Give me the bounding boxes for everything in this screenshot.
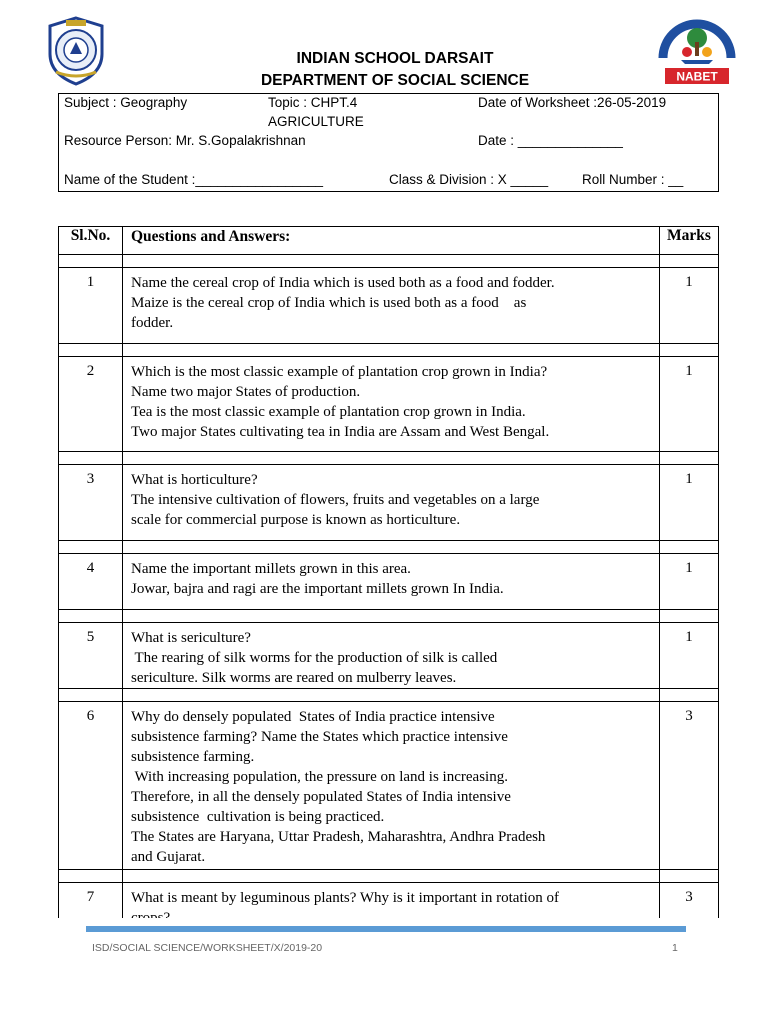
- qa-line: subsistence cultivation is being practiced.: [131, 809, 385, 825]
- question-answer-cell: [123, 623, 660, 689]
- row-marks: 1: [660, 554, 719, 610]
- question-answer-cell: [123, 702, 660, 870]
- resource-person: Resource Person: Mr. S.Gopalakrishnan: [64, 133, 306, 148]
- row-marks: 1: [660, 268, 719, 344]
- subject-label: Subject : Geography: [64, 95, 188, 110]
- page-number: 1: [672, 942, 678, 954]
- qa-line: subsistence farming? Name the States which practice intensive: [131, 729, 508, 745]
- question-answer-cell: [123, 465, 660, 541]
- table-header-row: [59, 227, 719, 255]
- qa-line: Name the cereal crop of India which is used both as a food and fodder.: [131, 275, 555, 291]
- table-spacer-row: [59, 610, 719, 623]
- col-header-questions: Questions and Answers:: [123, 227, 660, 255]
- qa-line: The States are Haryana, Uttar Pradesh, Maharashtra, Andhra Pradesh: [131, 829, 546, 845]
- col-header-marks: Marks: [660, 227, 719, 255]
- table-row: [59, 465, 719, 541]
- table-spacer-row: [59, 452, 719, 465]
- school-name: INDIAN SCHOOL DARSAIT: [296, 50, 494, 67]
- qa-line: Why do densely populated States of India practice intensive: [131, 709, 495, 725]
- table-row: [59, 702, 719, 870]
- qa-line: What is meant by leguminous plants? Why is it important in rotation of: [131, 890, 559, 906]
- qa-line: subsistence farming.: [131, 749, 255, 765]
- qa-line: Which is the most classic example of plantation crop grown in India?: [131, 364, 548, 380]
- table-spacer-row: [59, 344, 719, 357]
- topic-label: Topic : CHPT.4: [268, 95, 358, 110]
- qa-line: Therefore, in all the densely populated States of India intensive: [131, 789, 511, 805]
- department-name: DEPARTMENT OF SOCIAL SCIENCE: [260, 72, 530, 89]
- row-number: 6: [59, 702, 123, 870]
- table-row: [59, 268, 719, 344]
- row-marks: 1: [660, 623, 719, 689]
- qa-line: What is horticulture?: [131, 472, 258, 488]
- row-number: 1: [59, 268, 123, 344]
- qa-line: Two major States cultivating tea in India are Assam and West Bengal.: [131, 424, 550, 440]
- question-answer-cell: [123, 357, 660, 452]
- qa-line: Name two major States of production.: [131, 384, 361, 400]
- row-number: 7: [59, 883, 123, 983]
- row-number: 2: [59, 357, 123, 452]
- page-bottom-margin: [0, 918, 770, 1024]
- row-number: 5: [59, 623, 123, 689]
- class-division-field: Class & Division : X _____: [389, 172, 549, 187]
- qa-line: and Gujarat.: [131, 849, 206, 865]
- row-marks: 1: [660, 465, 719, 541]
- qa-line: Name the important millets grown in this area.: [131, 561, 411, 577]
- col-header-slno: Sl.No.: [59, 227, 123, 255]
- date-field: Date : ______________: [478, 133, 623, 148]
- worksheet-date: Date of Worksheet :26-05-2019: [478, 95, 667, 110]
- footer-divider-bar: [86, 926, 686, 932]
- questions-table: [58, 226, 719, 983]
- row-marks: 1: [660, 357, 719, 452]
- qa-line: fodder.: [131, 315, 174, 331]
- row-number: 3: [59, 465, 123, 541]
- row-marks: 3: [660, 883, 719, 983]
- table-row: [59, 357, 719, 452]
- nabet-banner-text: NABET: [676, 69, 718, 84]
- qa-line: sericulture. Silk worms are reared on mulberry leaves.: [131, 670, 457, 686]
- qa-line: The rearing of silk worms for the production of silk is called: [131, 650, 498, 666]
- table-spacer-row: [59, 255, 719, 268]
- row-number: 4: [59, 554, 123, 610]
- footer-text: ISD/SOCIAL SCIENCE/WORKSHEET/X/2019-20: [92, 942, 323, 954]
- qa-line: Jowar, bajra and ragi are the important millets grown In India.: [131, 581, 504, 597]
- row-marks: 3: [660, 702, 719, 870]
- question-answer-cell: [123, 268, 660, 344]
- qa-line: Maize is the cereal crop of India which is used both as a food as: [131, 295, 527, 311]
- qa-line: With increasing population, the pressure on land is increasing.: [131, 769, 508, 785]
- table-row: [59, 554, 719, 610]
- roll-number-field: Roll Number : __: [582, 172, 684, 187]
- table-spacer-row: [59, 689, 719, 702]
- table-spacer-row: [59, 541, 719, 554]
- qa-line: What is sericulture?: [131, 630, 251, 646]
- qa-line: Tea is the most classic example of plantation crop grown in India.: [131, 404, 526, 420]
- table-spacer-row: [59, 870, 719, 883]
- topic-name: AGRICULTURE: [268, 114, 364, 129]
- question-answer-cell: [123, 554, 660, 610]
- qa-line: scale for commercial purpose is known as horticulture.: [131, 512, 461, 528]
- student-name-field: Name of the Student :_________________: [64, 172, 323, 187]
- qa-line: The intensive cultivation of flowers, fruits and vegetables on a large: [131, 492, 540, 508]
- table-row: [59, 623, 719, 689]
